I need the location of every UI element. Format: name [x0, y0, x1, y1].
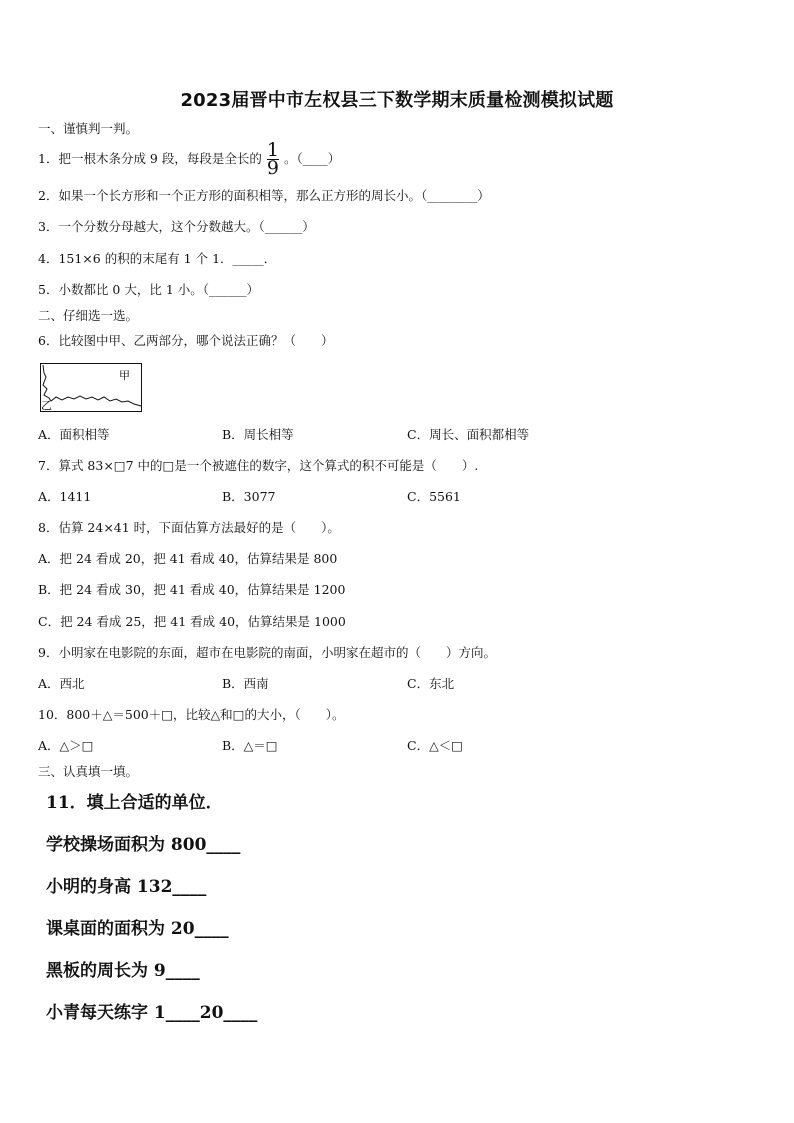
question-2: 2．如果一个长方形和一个正方形的面积相等，那么正方形的周长小。（________） [38, 188, 490, 203]
q9-option-c: C．东北 [407, 676, 455, 691]
question-1 [38, 139, 341, 179]
region-diagram [40, 363, 142, 412]
q11-item-blackboard: 黑板的周长为 9____ [46, 961, 200, 981]
question-5: 5．小数都比 0 大，比 1 小。（______） [38, 282, 260, 297]
question-8-stem: 8．估算 24×41 时，下面估算方法最好的是（ ）。 [38, 520, 340, 535]
q8-option-b: B．把 24 看成 30，把 41 看成 40，估算结果是 1200 [38, 582, 346, 597]
fraction-one-ninth [266, 139, 279, 179]
section-2-heading: 二、仔细选一选。 [38, 308, 139, 323]
q8-option-c: C．把 24 看成 25，把 41 看成 40，估算结果是 1000 [38, 614, 346, 629]
q11-item-practice: 小青每天练字 1____20____ [46, 1003, 258, 1023]
q8-option-a: A．把 24 看成 20，把 41 看成 40，估算结果是 800 [38, 551, 338, 566]
q10-option-a: A．△＞□ [38, 738, 94, 753]
page-title: 2023届晋中市左权县三下数学期末质量检测模拟试题 [180, 90, 614, 111]
question-1-blank: 。（____） [283, 151, 341, 166]
q10-option-b: B．△＝□ [222, 738, 278, 753]
q6-option-b: B．周长相等 [222, 427, 294, 442]
question-7-stem: 7．算式 83×□7 中的□是一个被遮住的数字，这个算式的积不可能是（ ）. [38, 458, 479, 473]
q10-option-c: C．△＜□ [407, 738, 463, 753]
question-9-stem: 9．小明家在电影院的东面，超市在电影院的南面，小明家在超市的（ ）方向。 [38, 645, 496, 660]
question-1-text: 1．把一根木条分成 9 段，每段是全长的 [38, 151, 262, 166]
question-6-figure [40, 363, 142, 412]
q11-item-height: 小明的身高 132____ [46, 877, 207, 897]
question-6-stem: 6．比较图中甲、乙两部分，哪个说法正确？（ ） [38, 333, 334, 348]
q11-item-playground: 学校操场面积为 800____ [46, 835, 241, 855]
question-4: 4．151×6 的积的末尾有 1 个 1．_____． [38, 251, 277, 266]
q6-option-c: C．周长、面积都相等 [407, 427, 530, 442]
q7-option-b: B．3077 [222, 489, 276, 504]
label-yi: 乙 [41, 399, 52, 412]
q11-item-desk: 课桌面的面积为 20____ [46, 919, 229, 939]
label-jia: 甲 [119, 369, 130, 382]
section-3-heading: 三、认真填一填。 [38, 764, 139, 779]
q7-option-c: C．5561 [407, 489, 461, 504]
q7-option-a: A．1411 [38, 489, 92, 504]
question-3: 3．一个分数分母越大，这个分数越大。（______） [38, 219, 315, 234]
q9-option-a: A．西北 [38, 676, 85, 691]
q9-option-b: B．西南 [222, 676, 269, 691]
fraction-numerator: 1 [266, 139, 279, 161]
question-10-stem: 10．800＋△＝500＋□，比较△和□的大小，（ ）。 [38, 707, 345, 722]
fraction-denominator: 9 [266, 157, 279, 179]
question-11-stem: 11．填上合适的单位． [46, 793, 223, 813]
section-1-heading: 一、谨慎判一判。 [38, 121, 139, 136]
q6-option-a: A．面积相等 [38, 427, 110, 442]
